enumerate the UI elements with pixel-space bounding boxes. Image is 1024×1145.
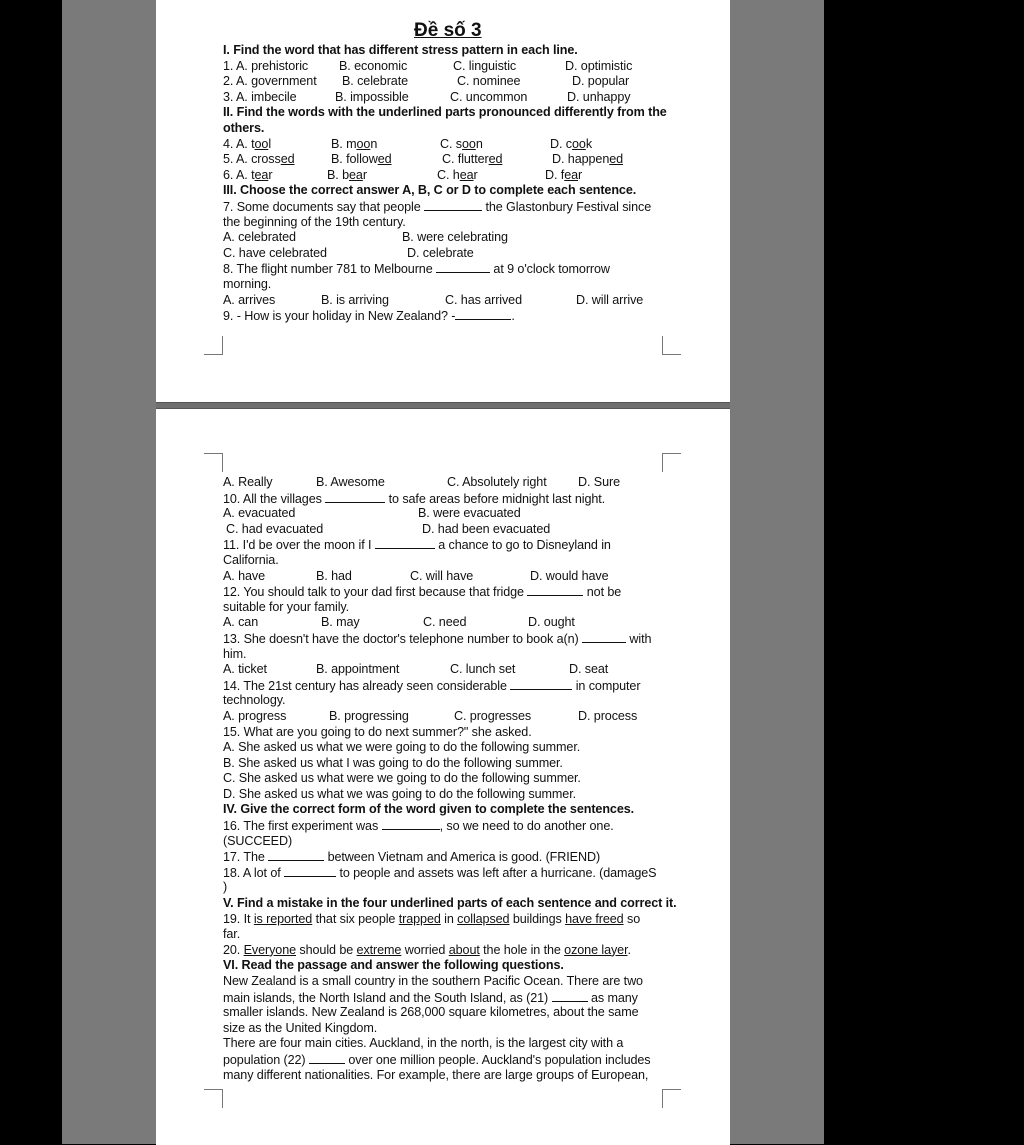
q15-option-a: A. She asked us what we were going to do the following summer.: [223, 740, 581, 755]
answer-blank[interactable]: [309, 1052, 345, 1064]
question-20: 20. Everyone should be extreme worried about the hole in the ozone layer.: [223, 942, 631, 957]
question-19-line-2: far.: [223, 927, 241, 942]
q13-option-c: C. lunch set: [450, 662, 516, 677]
q8-option-c: C. has arrived: [445, 292, 522, 307]
q3-option-a: 3. A. imbecile: [223, 89, 297, 104]
q3-option-b: B. impossible: [335, 89, 409, 104]
passage-line: size as the United Kingdom.: [223, 1020, 378, 1035]
question-6: [223, 168, 678, 184]
q12-option-d: D. ought: [528, 615, 575, 630]
passage-line: many different nationalities. For example, there are large groups of European,: [223, 1067, 649, 1082]
question-1: [223, 59, 678, 75]
viewer-right-margin: [730, 0, 824, 1144]
document-page-2[interactable]: [156, 408, 730, 1145]
passage-line: smaller islands. New Zealand is 268,000 square kilometres, about the same: [223, 1005, 639, 1020]
page-corner-mark: [662, 453, 681, 472]
page-corner-mark: [662, 1089, 681, 1108]
q3-option-c: C. uncommon: [450, 89, 528, 104]
q14-option-a: A. progress: [223, 708, 287, 723]
answer-blank[interactable]: [510, 678, 572, 690]
q2-option-d: D. popular: [572, 74, 630, 89]
q1-option-b: B. economic: [339, 58, 408, 73]
q4-option-a: 4. A. tool: [223, 136, 272, 151]
q14-option-d: D. process: [578, 708, 638, 723]
question-10-options-ab: [223, 506, 678, 522]
q2-option-c: C. nominee: [457, 74, 521, 89]
q12-option-b: B. may: [321, 615, 360, 630]
question-5: [223, 152, 678, 168]
q2-option-b: B. celebrate: [342, 74, 409, 89]
q10-option-c: C. had evacuated: [226, 521, 324, 536]
passage-line-blank-21: main islands, the North Island and the South Island, as (21) as many: [223, 990, 638, 1005]
section-6-heading: VI. Read the passage and answer the following questions.: [223, 958, 564, 973]
question-8: 8. The flight number 781 to Melbourne at 9 o'clock tomorrow: [223, 262, 610, 277]
passage-line: There are four main cities. Auckland, in the north, is the largest city with a: [223, 1036, 624, 1051]
question-7-options-ab: [223, 230, 678, 246]
question-11-line-2: California.: [223, 552, 279, 567]
question-16: 16. The first experiment was , so we need to do another one.: [223, 819, 614, 834]
question-18-line-2: ): [223, 880, 228, 895]
question-4: [223, 137, 678, 153]
answer-blank[interactable]: [527, 584, 583, 596]
section-3-heading: III. Choose the correct answer A, B, C or D to complete each sentence.: [223, 183, 637, 198]
answer-blank[interactable]: [455, 308, 511, 320]
question-11-options: [223, 569, 678, 585]
q11-option-d: D. would have: [530, 568, 609, 583]
question-19: 19. It is reported that six people trapped in collapsed buildings have freed so: [223, 911, 641, 926]
answer-blank[interactable]: [424, 199, 482, 211]
q11-option-c: C. will have: [410, 568, 474, 583]
q10-option-a: A. evacuated: [223, 506, 296, 521]
q13-option-a: A. ticket: [223, 662, 267, 677]
answer-blank[interactable]: [382, 818, 440, 830]
question-12-options: [223, 615, 678, 631]
question-13: 13. She doesn't have the doctor's telephone number to book a(n) with: [223, 631, 652, 646]
question-8-options: [223, 293, 678, 309]
q6-option-b: B. bear: [327, 167, 367, 182]
q6-option-c: C. hear: [437, 167, 478, 182]
answer-blank[interactable]: [375, 537, 435, 549]
question-16-line-2: (SUCCEED): [223, 833, 293, 848]
q8-option-a: A. arrives: [223, 292, 276, 307]
question-9-options: [223, 475, 678, 491]
question-18: 18. A lot of to people and assets was left after a hurricane. (damageS: [223, 865, 657, 880]
q4-option-b: B. moon: [331, 136, 378, 151]
question-8-line-2: morning.: [223, 276, 272, 291]
q8-option-b: B. is arriving: [321, 292, 389, 307]
q10-option-d: D. had been evacuated: [422, 521, 551, 536]
question-13-options: [223, 662, 678, 678]
question-15: 15. What are you going to do next summer?" she asked.: [223, 724, 532, 739]
page-2-content: [223, 475, 678, 1083]
question-3: [223, 90, 678, 106]
q12-option-a: A. can: [223, 615, 259, 630]
q9-option-c: C. Absolutely right: [447, 475, 547, 489]
q7-option-b: B. were celebrating: [402, 230, 508, 245]
question-11: 11. I'd be over the moon if I a chance to go to Disneyland in: [223, 538, 611, 553]
question-14-options: [223, 709, 678, 725]
page-corner-mark: [204, 336, 223, 355]
passage-line: New Zealand is a small country in the southern Pacific Ocean. There are two: [223, 974, 643, 988]
section-5-heading: V. Find a mistake in the four underlined parts of each sentence and correct it.: [223, 896, 677, 911]
q9-option-a: A. Really: [223, 475, 273, 489]
question-12-line-2: suitable for your family.: [223, 599, 350, 614]
q14-option-b: B. progressing: [329, 708, 409, 723]
q6-option-a: 6. A. tear: [223, 167, 273, 182]
question-7: 7. Some documents say that people the Glastonbury Festival since: [223, 199, 652, 214]
question-14-line-2: technology.: [223, 693, 286, 708]
q5-option-a: 5. A. crossed: [223, 152, 295, 167]
question-9: 9. - How is your holiday in New Zealand? - .: [223, 309, 515, 324]
q2-option-a: 2. A. government: [223, 74, 317, 89]
q7-option-c: C. have celebrated: [223, 245, 327, 260]
q8-option-d: D. will arrive: [576, 292, 644, 307]
q10-option-b: B. were evacuated: [418, 506, 521, 521]
q15-option-d: D. She asked us what we was going to do the following summer.: [223, 786, 577, 801]
q15-option-c: C. She asked us what were we going to do the following summer.: [223, 771, 581, 786]
q1-option-d: D. optimistic: [565, 58, 633, 73]
q11-option-a: A. have: [223, 568, 266, 583]
q9-option-d: D. Sure: [578, 475, 620, 489]
q14-option-c: C. progresses: [454, 708, 532, 723]
q9-option-b: B. Awesome: [316, 475, 385, 489]
question-14: 14. The 21st century has already seen considerable in computer: [223, 678, 641, 693]
section-4-heading: IV. Give the correct form of the word given to complete the sentences.: [223, 802, 635, 817]
question-2: [223, 74, 678, 90]
q5-option-b: B. followed: [331, 152, 392, 167]
q4-option-c: C. soon: [440, 136, 483, 151]
q13-option-b: B. appointment: [316, 662, 400, 677]
section-2-heading: II. Find the words with the underlined parts pronounced differently from the others.: [223, 105, 667, 135]
q11-option-b: B. had: [316, 568, 352, 583]
question-17: 17. The between Vietnam and America is good. (FRIEND): [223, 850, 601, 865]
question-13-line-2: him.: [223, 646, 247, 661]
answer-blank[interactable]: [436, 261, 490, 273]
page-corner-mark: [204, 453, 223, 472]
page-corner-mark: [662, 336, 681, 355]
viewer-left-margin: [62, 0, 156, 1144]
q1-option-c: C. linguistic: [453, 58, 517, 73]
question-7-line-2: the beginning of the 19th century.: [223, 214, 406, 229]
q6-option-d: D. fear: [545, 167, 583, 182]
question-12: 12. You should talk to your dad first because that fridge not be: [223, 585, 622, 600]
question-7-options-cd: [223, 246, 678, 262]
q7-option-a: A. celebrated: [223, 230, 296, 245]
q1-option-a: 1. A. prehistoric: [223, 58, 309, 73]
passage-line-blank-22: population (22) over one million people. Auckland's population includes: [223, 1052, 651, 1067]
document-page-1[interactable]: [156, 0, 730, 403]
q5-option-d: D. happened: [552, 152, 624, 167]
section-1-heading: I. Find the word that has different stress pattern in each line.: [223, 43, 578, 57]
q7-option-d: D. celebrate: [407, 245, 474, 260]
q13-option-d: D. seat: [569, 662, 609, 677]
question-10-options-cd: [223, 522, 678, 538]
answer-blank[interactable]: [582, 631, 626, 643]
q15-option-b: B. She asked us what I was going to do the following summer.: [223, 755, 563, 770]
q3-option-d: D. unhappy: [567, 89, 631, 104]
answer-blank[interactable]: [552, 990, 588, 1002]
answer-blank[interactable]: [284, 865, 336, 877]
answer-blank[interactable]: [268, 849, 324, 861]
page-1-content: [223, 43, 678, 324]
q12-option-c: C. need: [423, 615, 467, 630]
q5-option-c: C. fluttered: [442, 152, 503, 167]
page-title: Đề số 3: [414, 20, 482, 41]
q4-option-d: D. cook: [550, 136, 593, 151]
question-10: 10. All the villages to safe areas before midnight last night.: [223, 491, 606, 506]
page-corner-mark: [204, 1089, 223, 1108]
answer-blank[interactable]: [325, 491, 385, 503]
